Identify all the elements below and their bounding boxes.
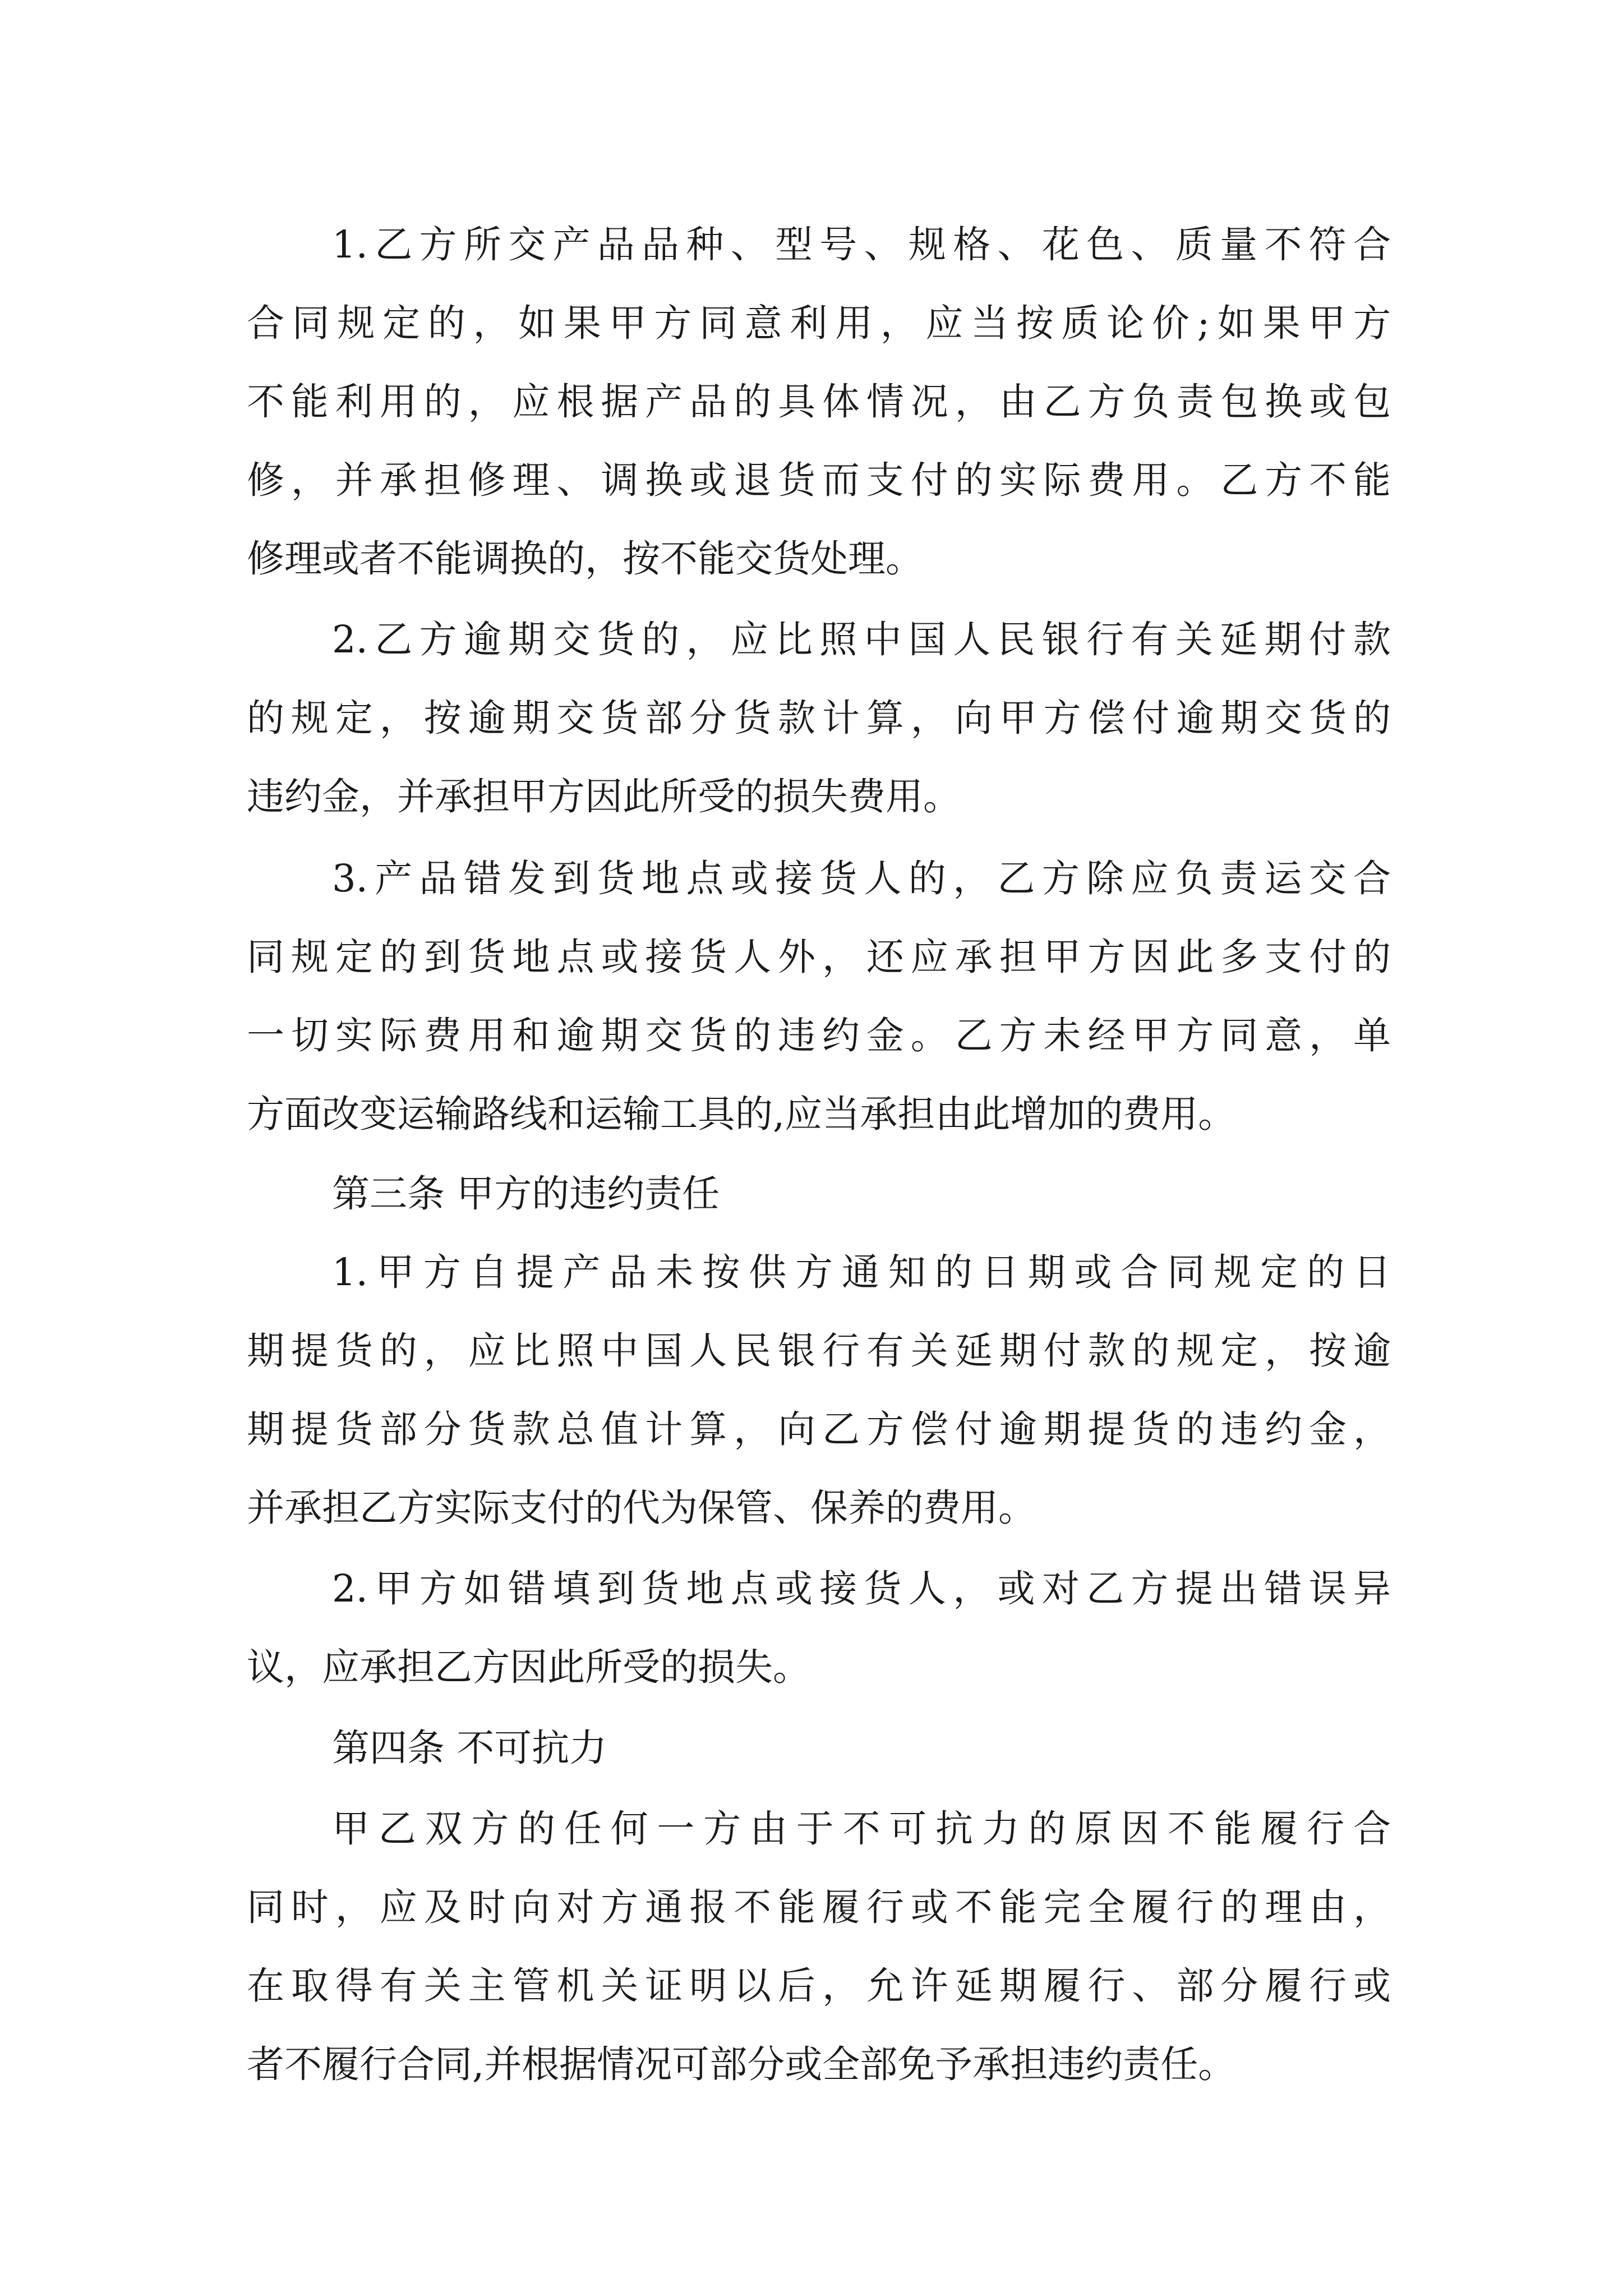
text-line: 1.乙方所交产品品种、型号、规格、花色、质量不符合 — [332, 223, 1391, 266]
text-line: 期提货的，应比照中国人民银行有关延期付款的规定，按逾 — [247, 1329, 1391, 1373]
text-line: 在取得有关主管机关证明以后，允许延期履行、部分履行或 — [247, 1964, 1391, 2008]
text-line: 合同规定的，如果甲方同意利用，应当按质论价;如果甲方 — [247, 301, 1391, 345]
text-line: 同时，应及时向对方通报不能履行或不能完全履行的理由， — [247, 1885, 1391, 1929]
text-line: 甲乙双方的任何一方由于不可抗力的原因不能履行合 — [332, 1807, 1391, 1851]
text-line: 同规定的到货地点或接货人外，还应承担甲方因此多支付的 — [247, 935, 1391, 979]
section-heading: 第三条 甲方的违约责任 — [332, 1172, 720, 1216]
text-line: 方面改变运输路线和运输工具的,应当承担由此增加的费用。 — [247, 1092, 1236, 1136]
text-line: 的规定，按逾期交货部分货款计算，向甲方偿付逾期交货的 — [247, 696, 1391, 740]
text-line: 修，并承担修理、调换或退货而支付的实际费用。乙方不能 — [247, 458, 1391, 502]
text-line: 3.产品错发到货地点或接货人的，乙方除应负责运交合 — [332, 857, 1391, 900]
text-line: 修理或者不能调换的，按不能交货处理。 — [247, 537, 923, 581]
text-line: 2.甲方如错填到货地点或接货人，或对乙方提出错误异 — [332, 1567, 1391, 1611]
text-line: 者不履行合同,并根据情况可部分或全部免予承担违约责任。 — [247, 2042, 1236, 2086]
section-heading: 第四条 不可抗力 — [332, 1726, 607, 1770]
text-line: 不能利用的，应根据产品的具体情况，由乙方负责包换或包 — [247, 380, 1391, 424]
text-line: 并承担乙方实际支付的代为保管、保养的费用。 — [247, 1486, 1036, 1530]
text-line: 违约金，并承担甲方因此所受的损失费用。 — [247, 775, 961, 818]
text-line: 议，应承担乙方因此所受的损失。 — [247, 1645, 810, 1689]
text-line: 1.甲方自提产品未按供方通知的日期或合同规定的日 — [332, 1250, 1391, 1294]
text-line: 一切实际费用和逾期交货的违约金。乙方未经甲方同意，单 — [247, 1014, 1391, 1057]
text-line: 2.乙方逾期交货的，应比照中国人民银行有关延期付款 — [332, 618, 1391, 661]
text-line: 期提货部分货款总值计算，向乙方偿付逾期提货的违约金， — [247, 1407, 1391, 1451]
